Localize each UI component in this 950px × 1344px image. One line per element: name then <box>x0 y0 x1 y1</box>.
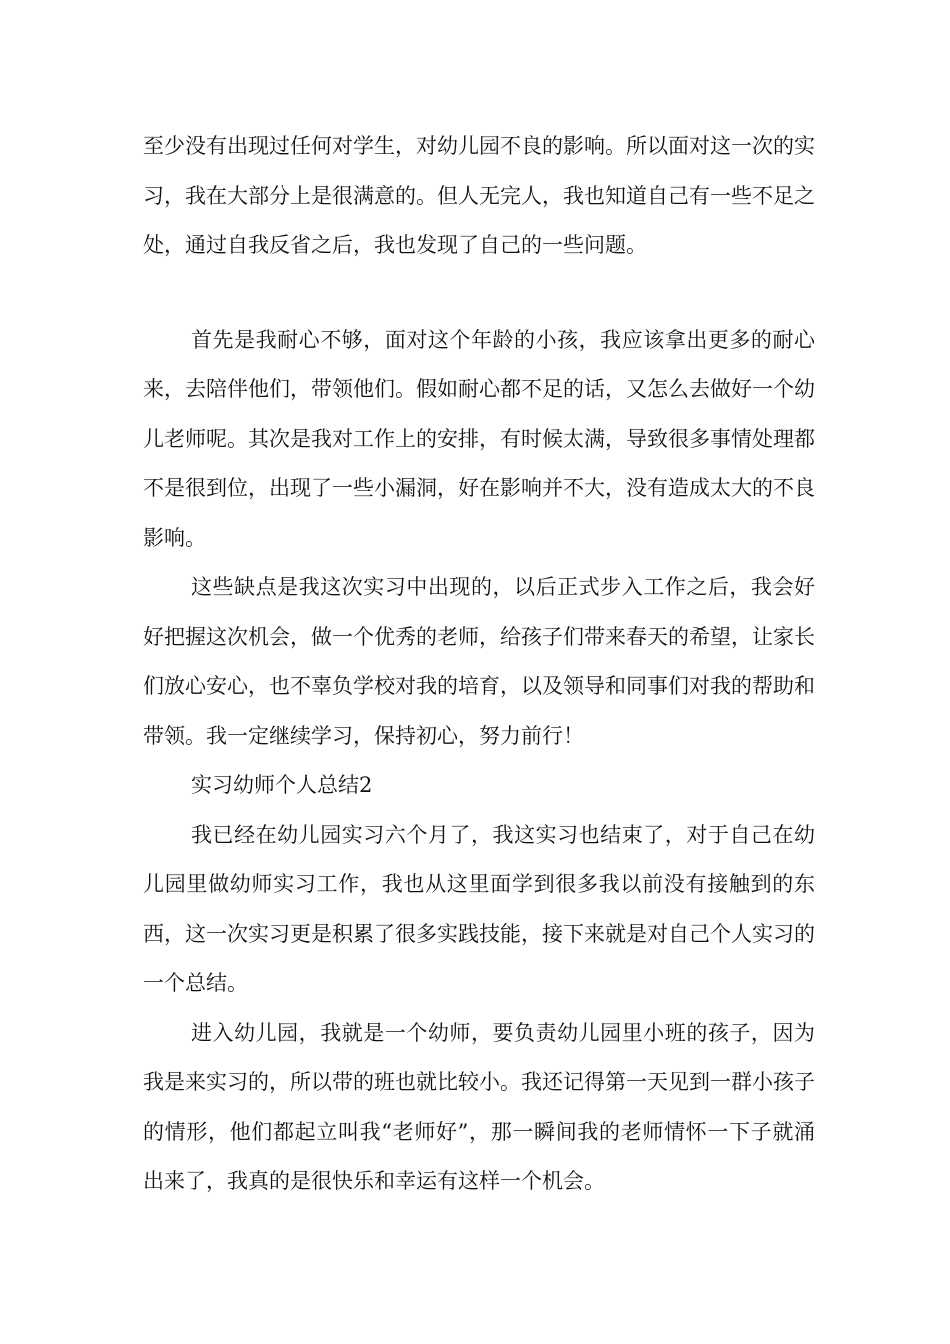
paragraph-summary-intro: 我已经在幼儿园实习六个月了，我这实习也结束了，对于自己在幼儿园里做幼师实习工作，我也从这里面学到很多我以前没有接触到的东西，这一次实习更是积累了很多实践技能，接下来就是对自己个人实习的一个总结。 <box>143 822 815 995</box>
paragraph-shortcomings: 首先是我耐心不够，面对这个年龄的小孩，我应该拿出更多的耐心来，去陪伴他们，带领他们。假如耐心都不足的话，又怎么去做好一个幼儿老师呢。其次是我对工作上的安排，有时候太满，导致很多事情处理都不是很到位，出现了一些小漏洞，好在影响并不大，没有造成太大的不良影响。 <box>143 327 815 550</box>
section-heading: 实习幼师个人总结2 <box>191 773 373 797</box>
document-body <box>143 122 815 1207</box>
paragraph-first-day: 进入幼儿园，我就是一个幼师，要负责幼儿园里小班的孩子，因为我是来实习的，所以带的班也就比较小。我还记得第一天见到一群小孩子的情形，他们都起立叫我“老师好”，那一瞬间我的老师情怀一下子就涌出来了，我真的是很快乐和幸运有这样一个机会。 <box>143 1020 815 1193</box>
paragraph-continuation: 至少没有出现过任何对学生，对幼儿园不良的影响。所以面对这一次的实习，我在大部分上是很满意的。但人无完人，我也知道自己有一些不足之处，通过自我反省之后，我也发现了自己的一些问题。 <box>143 134 815 257</box>
paragraph-resolution: 这些缺点是我这次实习中出现的，以后正式步入工作之后，我会好好把握这次机会，做一个优秀的老师，给孩子们带来春天的希望，让家长们放心安心，也不辜负学校对我的培育，以及领导和同事们对我的帮助和带领。我一定继续学习，保持初心，努力前行！ <box>143 575 815 748</box>
